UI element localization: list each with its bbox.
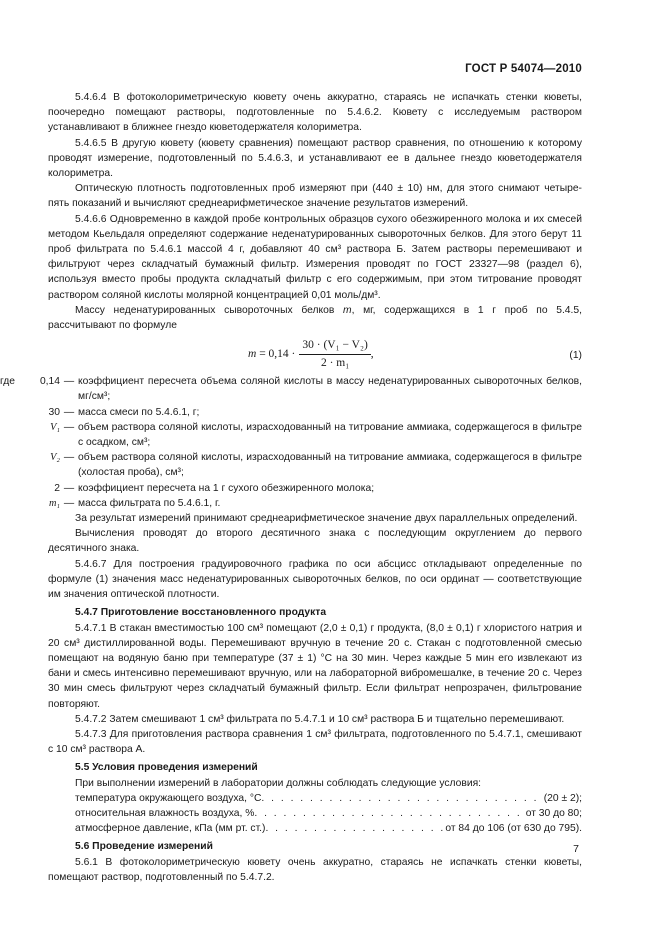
- leader-dots: [261, 791, 541, 806]
- definition-dash: —: [63, 482, 75, 494]
- formula-eq: = 0,14 ·: [256, 348, 296, 361]
- heading-5-6: 5.6 Проведение измерений: [75, 841, 213, 853]
- paragraph-5-4-7-2: 5.4.7.2 Затем смешивают 1 см³ фильтрата по 5.4.7.1 и 10 см³ раствора Б и тщательно перемешивают.: [75, 713, 565, 725]
- definition-item: [0, 496, 582, 511]
- definition-text: объем раствора соляной кислоты, израсходованный на титрование аммиака, содержащегося в фильтре с осадком, см³;: [78, 421, 582, 449]
- paragraph-5-4-6-6: 5.4.6.6 Одновременно в каждой пробе контрольных образцов сухого обезжиренного молока и их смесей методом Кьельдаля определяют содержание неденатурированных сывороточных белков. Для этого берут 11 проб фильтрата по 5.4.6.1 массой 4 г, добавляют 40 см³ раствора Б. Затем растворы перемешивают и фильтруют через складчатый бумажный фильтр. Измерения проводят по ГОСТ 23327—98 (раздел 6), используя вместо пробы продукта складчатый фильтр с его содержимым, при этом титрование проводят раствором соляной кислоты молярной концентрацией 0,01 моль/дм³.: [48, 213, 582, 301]
- paragraph-rounding: Вычисления проводят до второго десятичного знака с последующим округлением до первого десятичного знака.: [48, 528, 582, 555]
- definition-item: [0, 450, 582, 480]
- definition-dash: —: [63, 421, 75, 433]
- formula-number: (1): [569, 350, 582, 362]
- definition-symbol: 0,14: [39, 376, 60, 388]
- mass-intro-a: Массу неденатурированных сывороточных белков: [75, 304, 343, 316]
- mass-symbol: m: [343, 304, 352, 316]
- definition-item: [0, 481, 582, 496]
- leader-dots: [265, 821, 443, 836]
- definition-item: [0, 420, 582, 450]
- condition-row: [48, 806, 582, 821]
- definition-text: коэффициент пересчета объема соляной кислоты в массу неденатурированных сывороточных белков, мг/см³;: [78, 376, 582, 403]
- condition-row: [48, 791, 582, 806]
- definition-dash: —: [63, 376, 75, 388]
- definition-symbol: 2: [54, 482, 60, 494]
- definitions-list: [0, 374, 582, 511]
- definition-item: [0, 405, 582, 420]
- page-content: [0, 90, 582, 885]
- paragraph-result: За результат измерений принимают среднеарифметическое значение двух параллельных определений.: [75, 513, 578, 525]
- definition-symbol: 30: [48, 406, 60, 418]
- mass-intro-b: , мг, содержащихся в 1 г проб по 5.4.5, рассчитывают по формуле: [48, 304, 582, 332]
- heading-5-5: 5.5 Условия проведения измерений: [75, 762, 258, 774]
- formula-denominator: 2 · m₁: [320, 357, 350, 370]
- condition-value: от 84 до 106 (от 630 до 795).: [445, 823, 582, 835]
- definition-symbol: V₁: [50, 421, 60, 433]
- definition-symbol: m₁: [48, 497, 60, 509]
- condition-label: относительная влажность воздуха, %: [75, 807, 255, 819]
- condition-label: температура окружающего воздуха, °С: [75, 792, 262, 804]
- paragraph-5-4-6-5: 5.4.6.5 В другую кювету (кювету сравнения) помещают раствор сравнения, по отношению к которому проводят измерение, подготовленный по 5.4.6.3, и устанавливают ее в дальнее гнездо кюветодержателя колориметра.: [48, 137, 582, 180]
- formula-tail: ,: [370, 348, 374, 361]
- condition-row: [48, 821, 582, 836]
- paragraph-conditions-intro: При выполнении измерений в лаборатории должны соблюдать следующие условия:: [75, 777, 482, 789]
- formula-lhs: m: [248, 348, 257, 361]
- formula-1: [48, 334, 582, 374]
- definition-text: объем раствора соляной кислоты, израсходованный на титрование аммиака, содержащегося в фильтре (холостая проба), см³;: [78, 452, 582, 479]
- definition-dash: —: [63, 497, 75, 509]
- definition-dash: —: [63, 406, 75, 418]
- condition-label: атмосферное давление, кПа (мм рт. ст.): [75, 823, 266, 835]
- page-number: 7: [573, 843, 579, 855]
- condition-value: (20 ± 2);: [543, 792, 582, 804]
- paragraph-optical-density: Оптическую плотность подготовленных проб измеряют при (440 ± 10) нм, для этого снимают четыре-пять показаний и вычисляют среднеарифметическое значение результатов измерений.: [48, 183, 582, 210]
- paragraph-5-4-7-3: 5.4.7.3 Для приготовления раствора сравнения 1 см³ фильтрата, подготовленного по 5.4.7.1, смешивают с 10 см³ раствора А.: [48, 728, 582, 756]
- leader-dots: [254, 806, 523, 821]
- definition-dash: —: [63, 452, 75, 464]
- paragraph-mass-intro: [48, 303, 582, 333]
- definition-text: коэффициент пересчета на 1 г сухого обезжиренного молока;: [78, 482, 375, 494]
- paragraph-5-4-6-4: 5.4.6.4 В фотоколориметрическую кювету очень аккуратно, стараясь не испачкать стенки кюветы, поочередно помещают растворы, подготовленные по 5.4.6.2. Кювету с исследуемым раствором устанавливают в ближнее гнездо кюветодержателя колориметра.: [48, 92, 582, 134]
- definition-text: масса фильтрата по 5.4.6.1, г.: [78, 497, 221, 509]
- formula-numerator: 30 · (V₁ − V₂): [299, 338, 370, 355]
- paragraph-5-4-7-1: 5.4.7.1 В стакан вместимостью 100 см³ помещают (2,0 ± 0,1) г продукта, (8,0 ± 0,1) г хлористого натрия и 20 см³ дистиллированной воды. Перемешивают вручную в течение 20 с. Стакан с подготовленной смесью помещают на водяную баню при температуре (37 ± 1) °С на 30 мин. Через каждые 5 мин его извлекают из бани и смесь интенсивно перемешивают вручную, или на лабораторной вибромешалке, в течение 20 с. Через 30 мин смесь фильтруют через складчатый бумажный фильтр. Если фильтрат непрозрачен, фильтрование повторяют.: [48, 622, 582, 710]
- heading-5-4-7: 5.4.7 Приготовление восстановленного продукта: [75, 607, 327, 619]
- paragraph-5-4-6-7: 5.4.6.7 Для построения градуировочного графика по оси абсцисс откладывают определенные по формуле (1) значения масс неденатурированных сывороточных белков, по оси ординат — соответствующие им значения оптической плотности.: [48, 558, 582, 601]
- definition-text: масса смеси по 5.4.6.1, г;: [78, 406, 200, 418]
- definition-symbol: V₂: [50, 452, 60, 464]
- formula-expression: [248, 338, 374, 371]
- formula-fraction: [299, 338, 370, 371]
- where-label: где: [0, 376, 16, 388]
- condition-value: от 30 до 80;: [525, 807, 582, 819]
- paragraph-5-6-1: 5.6.1 В фотоколориметрическую кювету очень аккуратно, стараясь не испачкать стенки кюветы, помещают раствор, подготовленный по 5.4.7.2.: [48, 856, 582, 883]
- definition-item: [0, 374, 582, 404]
- standard-header: ГОСТ Р 54074—2010: [465, 63, 582, 75]
